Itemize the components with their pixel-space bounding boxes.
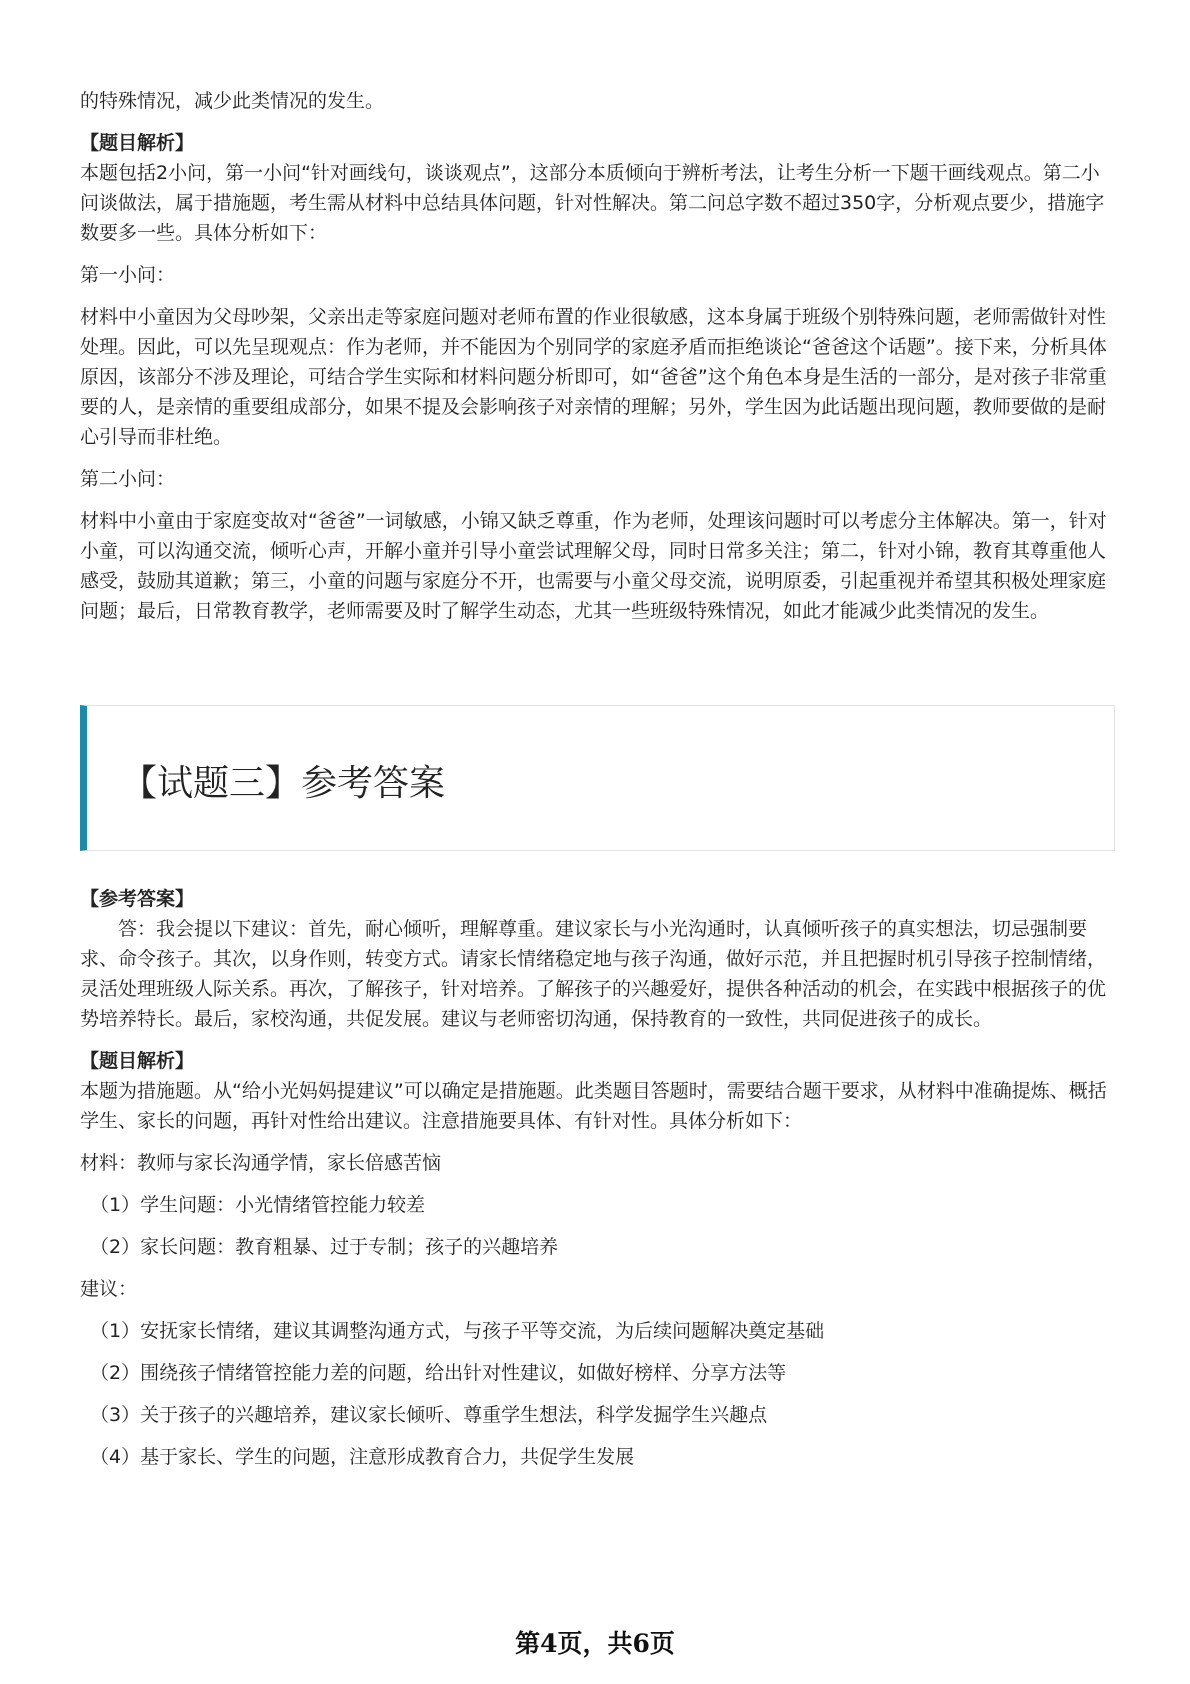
- analysis-intro: 本题包括2小问，第一小问“针对画线句，谈谈观点”，这部分本质倾向于辨析考法，让考生分析一下题干画线观点。第二小问谈做法，属于措施题，考生需从材料中总结具体问题，针对性解决。第二问总字数不超过350字，分析观点要少，措施字数要多一些。具体分析如下：: [80, 162, 1105, 244]
- suggestion-item: （4）基于家长、学生的问题，注意形成教育合力，共促学生发展: [90, 1446, 635, 1468]
- material-line: 材料：教师与家长沟通学情，家长倍感苦恼: [80, 1152, 442, 1174]
- page-number-footer: 第4页，共6页: [515, 1629, 675, 1658]
- question-two-text: 材料中小童由于家庭变故对“爸爸”一词敏感，小锦又缺乏尊重，作为老师，处理该问题时可以考虑分主体解决。第一，针对小童，可以沟通交流，倾听心声，开解小童并引导小童尝试理解父母，同时日常多关注；第二，针对小锦，教育其尊重他人感受，鼓励其道歉；第三，小童的问题与家庭分不开，也需要与小童父母交流，说明原委，引起重视并希望其积极处理家庭问题；最后，日常教育教学，老师需要及时了解学生动态，尤其一些班级特殊情况，如此才能减少此类情况的发生。: [80, 510, 1107, 622]
- continuation-text: 的特殊情况，减少此类情况的发生。: [80, 90, 385, 112]
- suggestion-label: 建议：: [80, 1278, 138, 1300]
- top-content: [80, 86, 1110, 626]
- answer-text: 答：我会提以下建议：首先，耐心倾听，理解尊重。建议家长与小光沟通时，认真倾听孩子的真实想法，切忌强制要求、命令孩子。其次，以身作则，转变方式。请家长情绪稳定地与孩子沟通，做好示范，并且把握时机引导孩子控制情绪，灵活处理班级人际关系。再次，了解孩子，针对培养。了解孩子的兴趣爱好，提供各种活动的机会，在实践中根据孩子的优势培养特长。最后，家校沟通，共促发展。建议与老师密切沟通，保持教育的一致性，共同促进孩子的成长。: [80, 918, 1107, 1030]
- question-one-label: 第一小问：: [80, 264, 176, 286]
- section-title: 【试题三】参考答案: [121, 763, 446, 804]
- analysis-two-intro: 本题为措施题。从“给小光妈妈提建议”可以确定是措施题。此类题目答题时，需要结合题干要求，从材料中准确提炼、概括学生、家长的问题，再针对性给出建议。注意措施要具体、有针对性。具体分析如下：: [80, 1080, 1107, 1132]
- problem-item: （1）学生问题：小光情绪管控能力较差: [90, 1194, 426, 1216]
- answer-block: [80, 884, 1110, 1472]
- suggestion-item: （1）安抚家长情绪，建议其调整沟通方式，与孩子平等交流，为后续问题解决奠定基础: [90, 1320, 825, 1342]
- suggestion-item: （3）关于孩子的兴趣培养，建议家长倾听、尊重学生想法，科学发掘学生兴趣点: [90, 1404, 768, 1426]
- section-title-card: [80, 705, 1115, 851]
- question-one-text: 材料中小童因为父母吵架，父亲出走等家庭问题对老师布置的作业很敏感，这本身属于班级个别特殊问题，老师需做针对性处理。因此，可以先呈现观点：作为老师，并不能因为个别同学的家庭矛盾而拒绝谈论“爸爸这个话题”。接下来，分析具体原因，该部分不涉及理论，可结合学生实际和材料问题分析即可，如“爸爸”这个角色本身是生活的一部分，是对孩子非常重要的人，是亲情的重要组成部分，如果不提及会影响孩子对亲情的理解；另外，学生因为此话题出现问题，教师要做的是耐心引导而非杜绝。: [80, 306, 1107, 448]
- suggestion-item: （2）围绕孩子情绪管控能力差的问题，给出针对性建议，如做好榜样、分享方法等: [90, 1362, 787, 1384]
- analysis-two-heading: 【题目解析】: [80, 1050, 195, 1072]
- answer-heading: 【参考答案】: [80, 888, 195, 910]
- question-two-label: 第二小问：: [80, 468, 176, 490]
- analysis-heading: 【题目解析】: [80, 132, 195, 154]
- problem-item: （2）家长问题：教育粗暴、过于专制；孩子的兴趣培养: [90, 1236, 559, 1258]
